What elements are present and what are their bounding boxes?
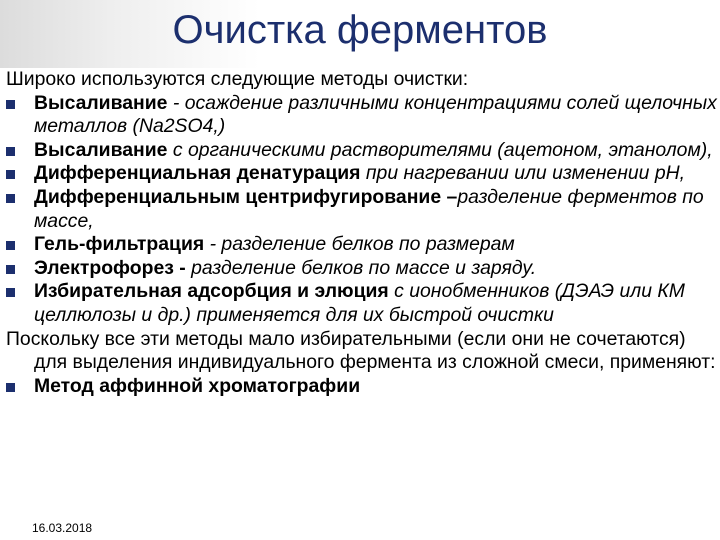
method-item bbox=[6, 186, 718, 233]
conclusion-paragraph bbox=[6, 328, 718, 375]
conclusion-line: Поскольку все эти методы мало избирательными (если они не сочетаются) bbox=[6, 327, 686, 350]
method-name: Избирательная адсорбция и элюция bbox=[34, 280, 395, 303]
method-item bbox=[6, 280, 718, 327]
square-bullet-icon bbox=[6, 194, 15, 203]
square-bullet-icon bbox=[6, 170, 15, 179]
method-name: Высаливание bbox=[34, 91, 173, 114]
square-bullet-icon bbox=[6, 100, 15, 109]
method-item bbox=[6, 92, 718, 139]
method-item bbox=[6, 257, 718, 281]
intro-text: Широко используются следующие методы очистки: bbox=[6, 68, 469, 90]
method-description: - разделение белков по размерам bbox=[209, 233, 515, 256]
method-description: разделение ферментов по массе, bbox=[34, 185, 704, 232]
method-name: Дифференциальная денатурация bbox=[34, 162, 366, 185]
conclusion-continuation: для выделения индивидуального фермента из сложной смеси, применяют: bbox=[34, 351, 716, 374]
square-bullet-icon bbox=[6, 265, 15, 274]
square-bullet-icon bbox=[6, 288, 15, 297]
method-description: разделение белков по массе и заряду. bbox=[191, 256, 537, 279]
method-description: - осаждение различными концентрациями солей щелочных металлов (Na2SO4,) bbox=[34, 91, 717, 138]
final-method-name: Метод аффинной хроматографии bbox=[34, 374, 361, 397]
method-item bbox=[6, 139, 718, 163]
method-name: Гель-фильтрация bbox=[34, 233, 210, 256]
method-name: Высаливание bbox=[34, 138, 173, 161]
method-description: с органическими растворителями (ацетоном, этанолом), bbox=[172, 138, 713, 161]
slide-title: Очистка ферментов bbox=[172, 8, 548, 52]
square-bullet-icon bbox=[6, 383, 15, 392]
method-description: с ионобменников (ДЭАЭ или КМ целлюлозы и др.) применяется для их быстрой очистки bbox=[34, 280, 685, 326]
final-method-item bbox=[6, 375, 718, 399]
method-name: Дифференциальным центрифугирование – bbox=[34, 185, 458, 208]
method-name: Электрофорез - bbox=[34, 256, 192, 279]
slide-content bbox=[6, 68, 718, 398]
footer-date: 16.03.2018 bbox=[32, 521, 93, 535]
square-bullet-icon bbox=[6, 241, 15, 250]
square-bullet-icon bbox=[6, 147, 15, 156]
method-item bbox=[6, 162, 718, 186]
method-description: при нагревании или изменении pH, bbox=[365, 162, 685, 185]
method-item bbox=[6, 233, 718, 257]
